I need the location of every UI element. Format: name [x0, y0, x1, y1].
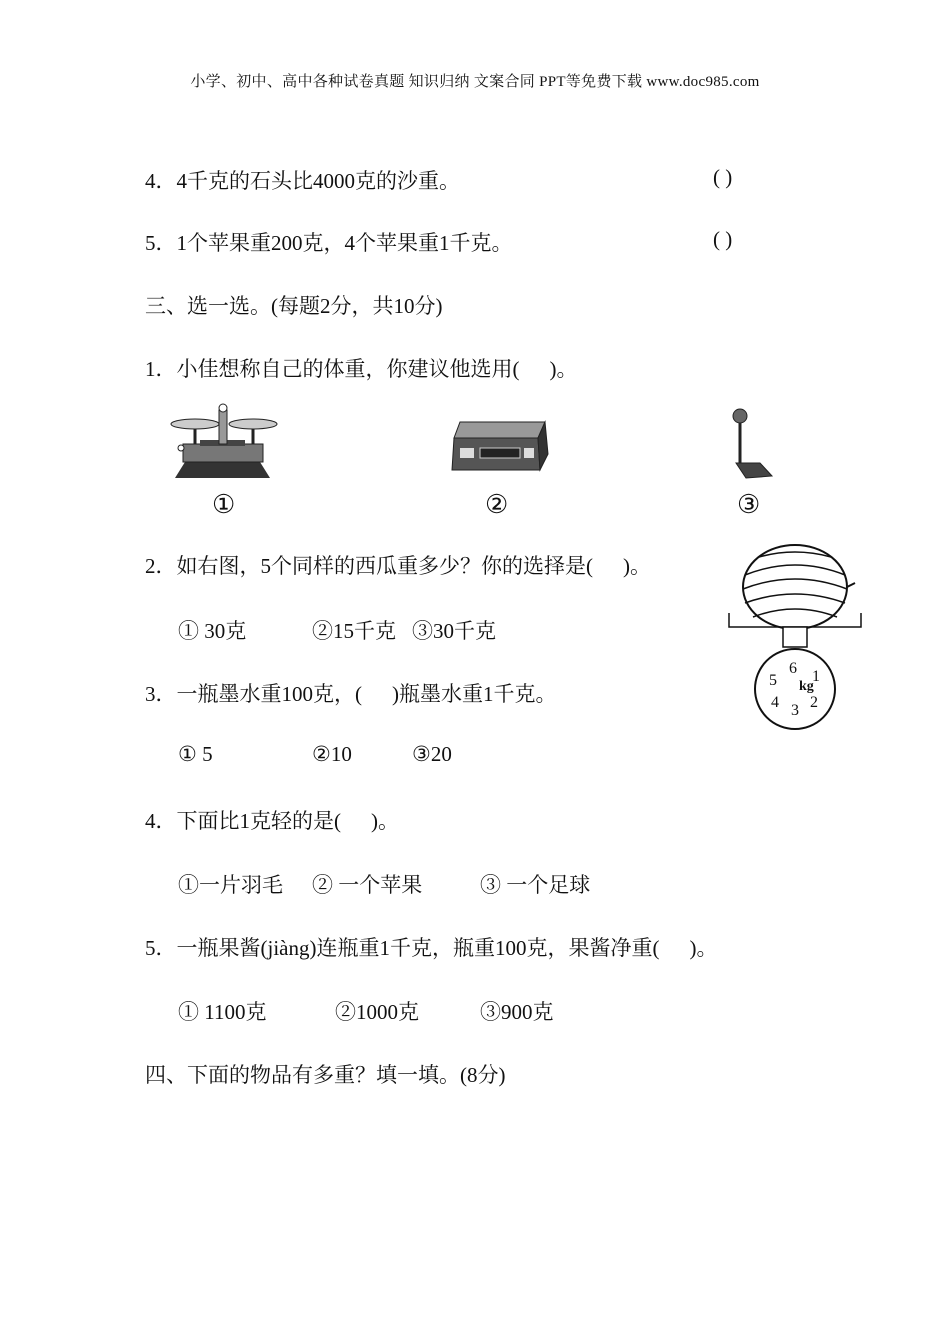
- option-1-label[interactable]: ①: [212, 490, 236, 519]
- question-4: [145, 805, 399, 835]
- question-1-text-end: )。: [549, 357, 578, 381]
- judge-item-4-text: 4千克的石头比4000克的沙重。: [176, 169, 460, 193]
- question-5-option-2[interactable]: ②1000克: [335, 1000, 419, 1024]
- dial-number-6: 6: [789, 660, 797, 677]
- dial-number-2: 2: [810, 694, 818, 711]
- dial-unit: kg: [799, 679, 814, 694]
- question-2: [145, 550, 651, 580]
- watermelon-icon: [743, 545, 855, 629]
- dial-number-1: 1: [812, 668, 820, 685]
- question-2-text: 2．如右图，5个同样的西瓜重多少？你的选择是(: [145, 554, 593, 578]
- dial-number-5: 5: [769, 672, 777, 689]
- question-3-option-1[interactable]: ① 5: [178, 742, 213, 766]
- question-3-option-2[interactable]: ②10: [312, 742, 352, 766]
- electronic-scale-icon: [450, 418, 550, 478]
- judge-item-4-answer-paren[interactable]: ( ): [713, 165, 733, 189]
- dial-number-3: 3: [791, 702, 799, 719]
- question-4-option-2[interactable]: ② 一个苹果: [312, 873, 423, 897]
- question-2-text-end: )。: [623, 554, 651, 578]
- question-3-option-3[interactable]: ③20: [412, 742, 452, 766]
- question-5-option-1[interactable]: ① 1100克: [178, 1000, 267, 1024]
- question-5-text-end: )。: [689, 936, 718, 960]
- question-2-option-2[interactable]: ②15千克: [312, 619, 396, 643]
- section-4-title: 四、下面的物品有多重？填一填。(8分): [145, 1063, 506, 1087]
- question-4-text: 4．下面比1克轻的是(: [145, 809, 341, 833]
- question-3-text-end: )瓶墨水重1千克。: [392, 682, 557, 706]
- balance-scale-icon: [165, 400, 280, 480]
- question-5-text: 5．一瓶果酱(jiàng)连瓶重1千克，瓶重100克，果酱净重(: [145, 936, 660, 960]
- question-2-option-1[interactable]: ① 30克: [178, 619, 247, 643]
- judge-item-5-text: 1个苹果重200克，4个苹果重1千克。: [176, 231, 513, 255]
- question-1: [145, 353, 578, 383]
- question-3: [145, 678, 557, 708]
- question-5: [145, 932, 717, 962]
- option-3-label[interactable]: ③: [737, 490, 761, 519]
- question-2-option-3[interactable]: ③30千克: [412, 619, 496, 643]
- question-5-option-3[interactable]: ③900克: [480, 1000, 554, 1024]
- page-header: 小学、初中、高中各种试卷真题 知识归纳 文案合同 PPT等免费下载 www.doc985.com: [190, 74, 760, 90]
- question-3-text: 3．一瓶墨水重100克，(: [145, 682, 362, 706]
- judge-item-5-num: 5．: [145, 231, 177, 255]
- option-2-label[interactable]: ②: [485, 490, 509, 519]
- question-4-text-end: )。: [371, 809, 399, 833]
- question-4-option-3[interactable]: ③ 一个足球: [480, 873, 591, 897]
- judge-item-5: [145, 227, 513, 257]
- dial-number-4: 4: [771, 694, 779, 711]
- judge-item-4-num: 4．: [145, 169, 177, 193]
- section-3-title: 三、选一选。(每题2分，共10分): [145, 294, 443, 318]
- judge-item-4: [145, 165, 460, 195]
- judge-item-5-answer-paren[interactable]: ( ): [713, 227, 733, 251]
- question-1-text: 1．小佳想称自己的体重，你建议他选用(: [145, 357, 520, 381]
- question-4-option-1[interactable]: ①一片羽毛: [178, 873, 283, 897]
- body-weight-scale-icon: [730, 408, 775, 483]
